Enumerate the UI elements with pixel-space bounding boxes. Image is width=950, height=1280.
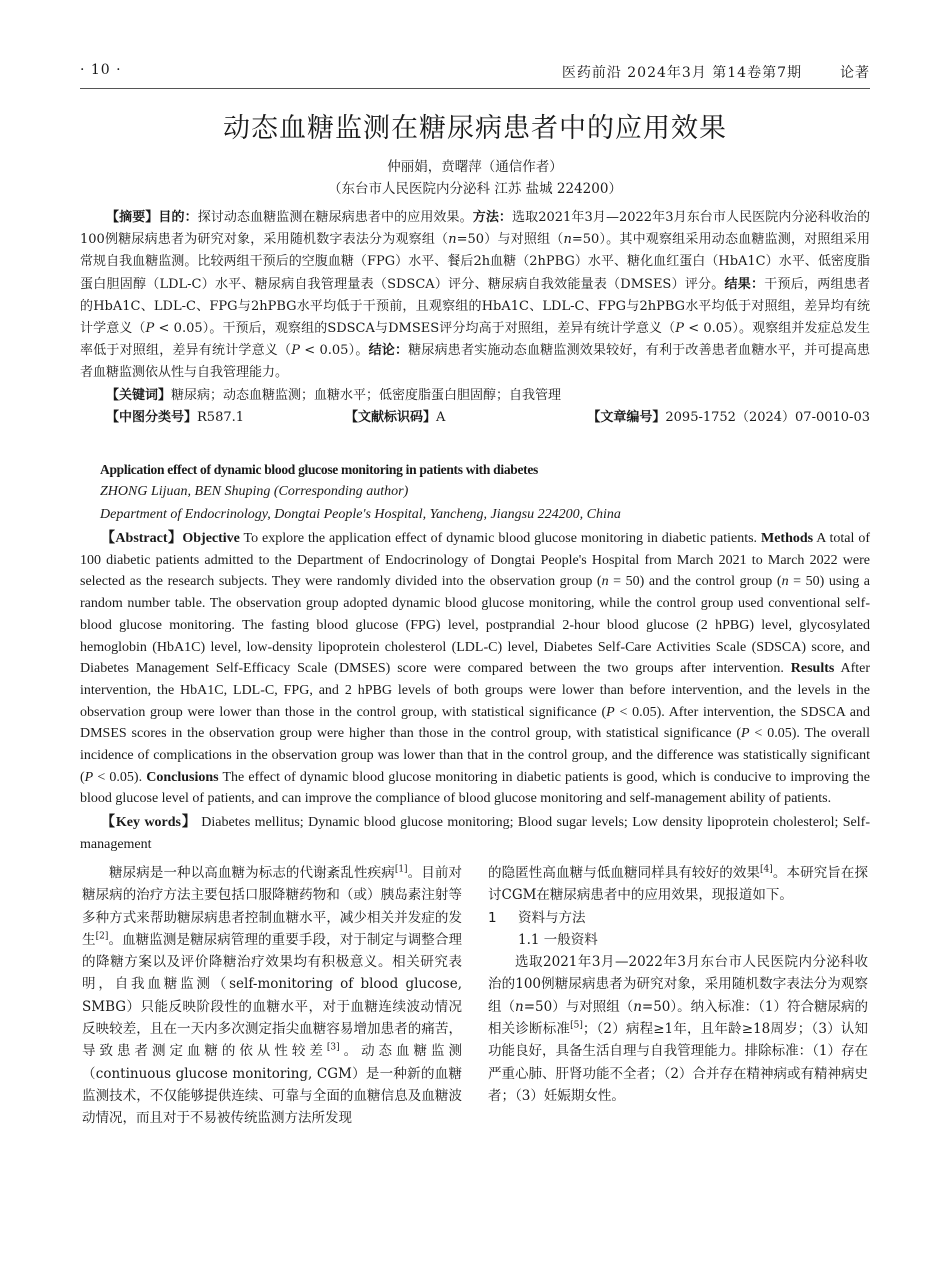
author-line: 仲丽娟，贲曙萍（通信作者） — [387, 159, 563, 175]
n-symbol: n — [781, 574, 789, 590]
clc-label: 【中图分类号】 — [106, 409, 198, 425]
objective-label: 目的： — [158, 210, 198, 225]
body-text: 选取2021年3月—2022年3月东台市人民医院内分泌科收治的100例糖尿病患者为研究对象，采用随机数字表法分为观察组（ — [488, 954, 868, 1015]
keywords-en-label: 【Key words】 — [101, 815, 197, 831]
keywords-text: 糖尿病；动态血糖监测；血糖水平；低密度脂蛋白胆固醇；自我管理 — [171, 387, 562, 403]
article-no-label: 【文章编号】 — [587, 409, 666, 425]
conclusions-en-label: Conclusions — [146, 769, 219, 785]
body-text: 。本研究旨在探讨CGM在糖尿病患者中的应用效果，现报道如下。 — [488, 865, 869, 904]
results-en-text: < 0.05). — [93, 769, 147, 785]
body-text: ；（2）病程≥1年，且年龄≥18周岁；（3）认知功能良好，具备生活自理与自我管理能力。排除标准：（1）存在严重心肺、肝肾功能不全者；（2）合并存在精神病或有精神病史者；（3）妊娠期女性。 — [488, 1021, 868, 1104]
body-text: 。动态血糖监测（continuous glucose monitoring, CGM）是一种新的血糖监测技术，不仅能够提供连续、可靠与全面的血糖信息及血糖波动情况，而且对于不易被传统监测方法所发现 — [82, 1043, 463, 1127]
results-en-label: Results — [790, 661, 835, 677]
body-text: 。目前对糖尿病的治疗方法主要包括口服降糖药物和（或）胰岛素注射等多种方式来帮助糖尿病患者控制血糖水平，减少相关并发症的发生 — [82, 865, 463, 948]
header-rule — [80, 88, 870, 89]
intro-paragraph-cont — [488, 862, 868, 907]
classification-line — [80, 407, 870, 429]
p-symbol: P — [741, 726, 750, 742]
chinese-abstract — [80, 207, 870, 429]
results-text: < 0.05）。观察组并发症总发生率低于对照组，差异有统计学意义（ — [80, 321, 870, 359]
clc-value: R587.1 — [197, 409, 245, 425]
citation-ref: [3] — [326, 1042, 340, 1053]
body-column-right — [488, 862, 868, 1107]
objective-text: 探讨动态血糖监测在糖尿病患者中的应用效果。 — [197, 210, 473, 225]
results-en-text: < 0.05). The overall incidence of complications in the observation group was lower than that in the control group, and the difference was statistically significant ( — [80, 726, 870, 785]
objective-en-text: To explore the application effect of dynamic blood glucose monitoring in diabetic patients. — [239, 531, 761, 546]
body-text: 糖尿病是一种以高血糖为标志的代谢紊乱性疾病 — [109, 865, 395, 881]
section-number: 1 — [488, 909, 497, 926]
p-symbol: P — [675, 321, 684, 337]
body-text: 。血糖监测是糖尿病管理的重要手段，对于制定与调整合理的降糖方案以及评价降糖治疗效果均有积极意义。相关研究表明，自我血糖监测（self-monitoring of blood glucose, SMBG）只能反映阶段性的血糖水平，对于血糖连续波动情况反映较差，且在一天内多次测定指尖血糖容易增加患者的痛苦，导致患者测定血糖的依从性较差 — [82, 931, 463, 1060]
conclusion-label: 结论： — [368, 343, 409, 359]
article-no-value: 2095-1752（2024）07-0010-03 — [665, 409, 870, 425]
section-label: 论著 — [840, 65, 870, 81]
keywords-label: 【关键词】 — [106, 387, 172, 403]
n-symbol: n — [601, 574, 609, 590]
abstract-en-label: 【Abstract】 — [101, 531, 183, 546]
running-head — [80, 62, 870, 84]
citation-ref: [5] — [570, 1020, 583, 1031]
n-symbol: n — [563, 232, 572, 248]
page-number: · 10 · — [80, 62, 122, 78]
keywords-en-text: Diabetes mellitus; Dynamic blood glucose monitoring; Blood sugar levels; Low density lipoprotein cholesterol; Self-management — [80, 815, 870, 852]
english-affiliation: Department of Endocrinology, Dongtai People's Hospital, Yancheng, Jiangsu 224200, China — [100, 507, 621, 522]
p-symbol: P — [145, 321, 155, 337]
methods-paragraph — [488, 951, 868, 1107]
methods-en-label: Methods — [760, 531, 814, 546]
journal-info: 医药前沿 2024年3月 第14卷第7期 — [561, 65, 802, 81]
methods-text: =50）。其中观察组采用动态血糖监测，对照组采用常规自我血糖监测。比较两组干预后的空腹血糖（FPG）水平、餐后2h血糖（2hPBG）水平、糖化血红蛋白（HbA1C）水平、低密度脂蛋白胆固醇（LDL-C）水平、糖尿病自我管理量表（SDSCA）评分、糖尿病自我效能量表（DMSES）评分。 — [80, 232, 870, 292]
body-text: =50）。纳入标准：（1）符合糖尿病的相关诊断标准 — [488, 998, 868, 1038]
keywords-en — [80, 812, 870, 855]
n-symbol: n — [515, 998, 524, 1015]
results-en-text: After intervention, the HbA1C, LDL-C, FPG, and 2 hPBG levels of both groups were lower than before intervention, and the levels in the observation group were lower than those in the control group, with statistical significance ( — [80, 661, 870, 720]
methods-label: 方法： — [472, 210, 513, 225]
methods-en-text: = 50) using a random number table. The observation group adopted dynamic blood glucose monitoring, while the control group used conventional self-blood glucose monitoring. The fasting blood glucose (FPG) level, postprandial 2-hour blood glucose (2 hPBG) level, glycosylated hemoglobin (HbA1C) level, low-density lipoprotein cholesterol (LDL-C) level, Diabetes Self-Care Activities Scale (SDSCA) score, and Diabetes Management Self-Efficacy Scale (DMSES) score were compared between the two groups after intervention. — [80, 574, 871, 677]
conclusions-en-text: The effect of dynamic blood glucose monitoring in diabetic patients is good, which is conducive to improving the blood glucose level of patients, and can improve the compliance of blood glucose monitoring and self-management ability of patients. — [80, 769, 870, 807]
n-symbol: n — [448, 232, 457, 248]
english-title: Application effect of dynamic blood glucose monitoring in patients with diabetes — [100, 462, 539, 477]
english-abstract — [80, 528, 870, 856]
p-symbol: P — [84, 769, 94, 785]
english-authors: ZHONG Lijuan, BEN Shuping (Corresponding author) — [100, 484, 409, 499]
section-heading — [488, 907, 868, 929]
article-title: 动态血糖监测在糖尿病患者中的应用效果 — [223, 113, 727, 144]
abstract-label: 【摘要】 — [106, 210, 159, 225]
methods-text: =50）与对照组（ — [456, 232, 564, 248]
intro-paragraph — [82, 862, 462, 1130]
citation-ref: [2] — [95, 931, 109, 942]
results-en-text: < 0.05). After intervention, the SDSCA and DMSES scores in the observation group were higher than those in the control group, with statistical significance ( — [80, 704, 870, 742]
p-symbol: P — [606, 704, 615, 720]
doccode-value: A — [436, 409, 446, 425]
abstract-en-body — [80, 528, 870, 810]
n-symbol: n — [633, 998, 642, 1015]
methods-en-text: = 50) and the control group ( — [608, 574, 782, 590]
article-number — [587, 407, 870, 429]
clc-code — [106, 407, 244, 429]
p-symbol: P — [291, 343, 300, 359]
affiliation-line: （东台市人民医院内分泌科 江苏 盐城 224200） — [328, 181, 622, 197]
body-text: 的隐匿性高血糖与低血糖同样具有较好的效果 — [488, 865, 761, 881]
citation-ref: [1] — [394, 864, 408, 875]
results-label: 结果： — [724, 276, 765, 292]
conclusion-text: 糖尿病患者实施动态血糖监测效果较好，有利于改善患者血糖水平，并可提高患者血糖监测依从性与自我管理能力。 — [80, 343, 870, 381]
methods-text: 选取2021年3月—2022年3月东台市人民医院内分泌科收治的100例糖尿病患者为研究对象，采用随机数字表法分为观察组（ — [80, 210, 870, 248]
methods-en-text: A total of 100 diabetic patients admitted to the Department of Endocrinology of Dongtai People's Hospital from March 2021 to March 2022 were selected as the research subjects. They were randomly divided into the observation group ( — [80, 531, 870, 590]
objective-en-label: Objective — [182, 531, 240, 546]
results-text: < 0.05）。干预后，观察组的SDSCA与DMSES评分均高于对照组，差异有统计学意义（ — [154, 321, 676, 337]
citation-ref: [4] — [760, 864, 773, 875]
keywords-zh — [80, 385, 870, 407]
doccode-label: 【文献标识码】 — [345, 409, 437, 425]
document-code — [345, 407, 445, 429]
results-text: < 0.05）。 — [299, 343, 369, 359]
body-text: =50）与对照组（ — [523, 998, 634, 1015]
section-title: 资料与方法 — [518, 909, 586, 926]
journal-page — [80, 0, 870, 1280]
subsection-heading: 1.1 一般资料 — [518, 931, 598, 948]
body-column-left — [82, 862, 462, 1130]
results-text: 干预后，两组患者的HbA1C、LDL-C、FPG与2hPBG水平均低于干预前，且观察组的HbA1C、LDL-C、FPG与2hPBG水平均低于对照组，差异均有统计学意义（ — [80, 276, 870, 337]
abstract-zh-body — [80, 207, 870, 385]
